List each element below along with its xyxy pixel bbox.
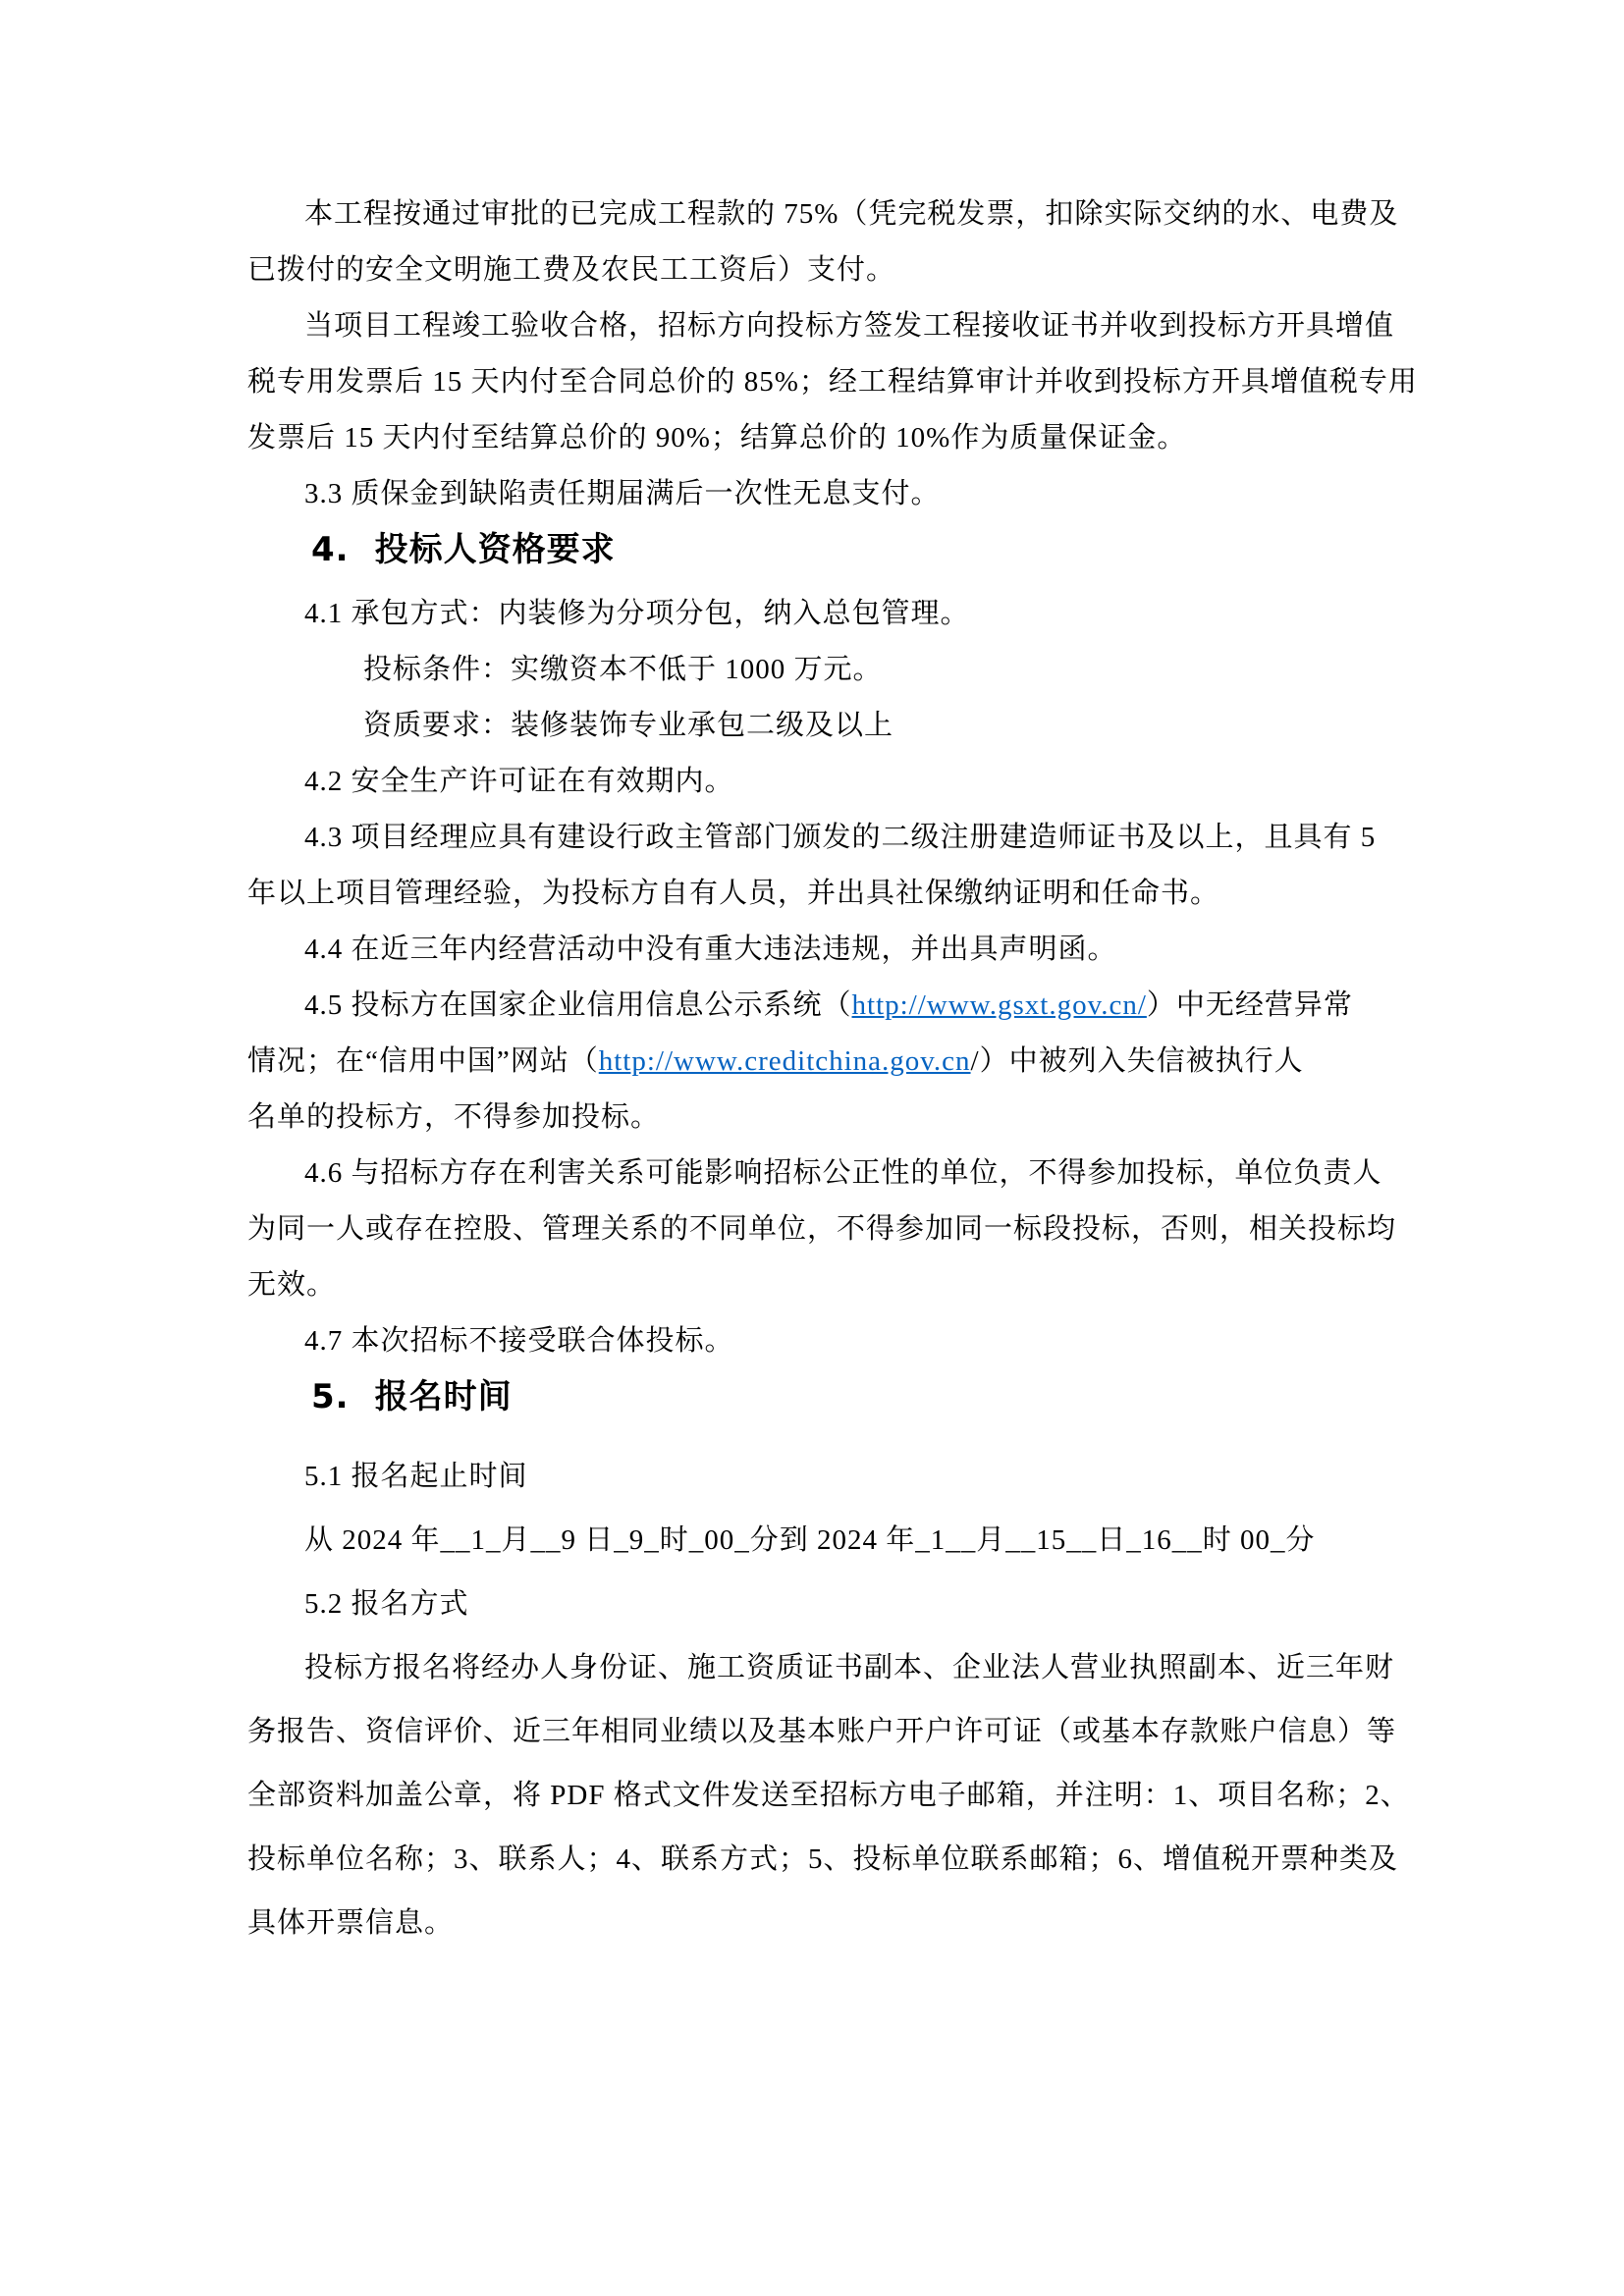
clause-4-5-text: 情况；在“信用中国”网站（ [247, 1045, 599, 1077]
paragraph-line: 投标单位名称；3、联系人；4、联系方式；5、投标单位联系邮箱；6、增值税开票种类及 [247, 1843, 1399, 1875]
clause-3-3: 3.3 质保金到缺陷责任期届满后一次性无息支付。 [304, 478, 941, 509]
paragraph-line: 全部资料加盖公章，将 PDF 格式文件发送至招标方电子邮箱，并注明：1、项目名称；2、 [247, 1780, 1410, 1811]
clause-4-6: 4.6 与招标方存在利害关系可能影响招标公正性的单位，不得参加投标，单位负责人 [304, 1157, 1382, 1189]
clause-4-6-continued: 为同一人或存在控股、管理关系的不同单位，不得参加同一标段投标，否则，相关投标均 [247, 1213, 1397, 1245]
clause-4-7: 4.7 本次招标不接受联合体投标。 [304, 1325, 734, 1357]
section-4-number: 4. [311, 530, 350, 569]
section-4-title: 投标人资格要求 [374, 530, 616, 569]
gsxt-link[interactable]: http://www.gsxt.gov.cn/ [851, 989, 1147, 1021]
paragraph-line: 税专用发票后 15 天内付至合同总价的 85%；经工程结算审计并收到投标方开具增值税专用 [247, 366, 1418, 398]
registration-dateline: 从 2024 年__1_月__9 日_9_时_00_分到 2024 年_1__月__15__日_16__时 00_分 [304, 1524, 1316, 1556]
clause-4-2: 4.2 安全生产许可证在有效期内。 [304, 766, 734, 797]
paragraph-line: 已拨付的安全文明施工费及农民工工资后）支付。 [247, 254, 896, 286]
clause-4-3-continued: 年以上项目管理经验，为投标方自有人员，并出具社保缴纳证明和任命书。 [247, 878, 1220, 909]
paragraph-line: 具体开票信息。 [247, 1907, 455, 1939]
document-body [247, 187, 1418, 1955]
paragraph-line: 投标方报名将经办人身份证、施工资质证书副本、企业法人营业执照副本、近三年财 [304, 1652, 1395, 1683]
clause-4-4: 4.4 在近三年内经营活动中没有重大违法违规，并出具声明函。 [304, 934, 1117, 965]
clause-5-2: 5.2 报名方式 [304, 1588, 469, 1620]
paragraph-line: 本工程按通过审批的已完成工程款的 75%（凭完税发票，扣除实际交纳的水、电费及 [304, 198, 1399, 230]
paragraph-line: 发票后 15 天内付至结算总价的 90%；结算总价的 10%作为质量保证金。 [247, 422, 1187, 454]
clause-4-5-text: /）中被列入失信被执行人 [970, 1045, 1304, 1077]
paragraph-line: 当项目工程竣工验收合格，招标方向投标方签发工程接收证书并收到投标方开具增值 [304, 310, 1395, 342]
creditchina-link[interactable]: http://www.creditchina.gov.cn [598, 1045, 971, 1077]
clause-4-5-text: 4.5 投标方在国家企业信用信息公示系统（ [304, 989, 852, 1021]
section-5-body [247, 1445, 1410, 1955]
clause-4-1-condition: 投标条件：实缴资本不低于 1000 万元。 [363, 654, 883, 685]
clause-4-3: 4.3 项目经理应具有建设行政主管部门颁发的二级注册建造师证书及以上，且具有 5 [304, 822, 1377, 853]
section-4-heading [311, 522, 1386, 578]
clause-4-5 [247, 978, 1386, 1034]
paragraph-line: 务报告、资信评价、近三年相同业绩以及基本账户开户许可证（或基本存款账户信息）等 [247, 1716, 1397, 1747]
section-5-title: 报名时间 [374, 1377, 513, 1416]
clause-4-1-qualification: 资质要求：装修装饰专业承包二级及以上 [363, 710, 894, 741]
clause-4-6-continued: 无效。 [247, 1269, 337, 1301]
clause-5-1: 5.1 报名起止时间 [304, 1461, 528, 1492]
clause-4-5-text: ）中无经营异常 [1146, 989, 1353, 1021]
section-5-heading [311, 1369, 1386, 1425]
section-5-number: 5. [311, 1377, 350, 1416]
clause-4-5-continued: 名单的投标方，不得参加投标。 [247, 1101, 661, 1133]
clause-4-1: 4.1 承包方式：内装修为分项分包，纳入总包管理。 [304, 598, 970, 629]
clause-4-5-continued [247, 1034, 1386, 1090]
